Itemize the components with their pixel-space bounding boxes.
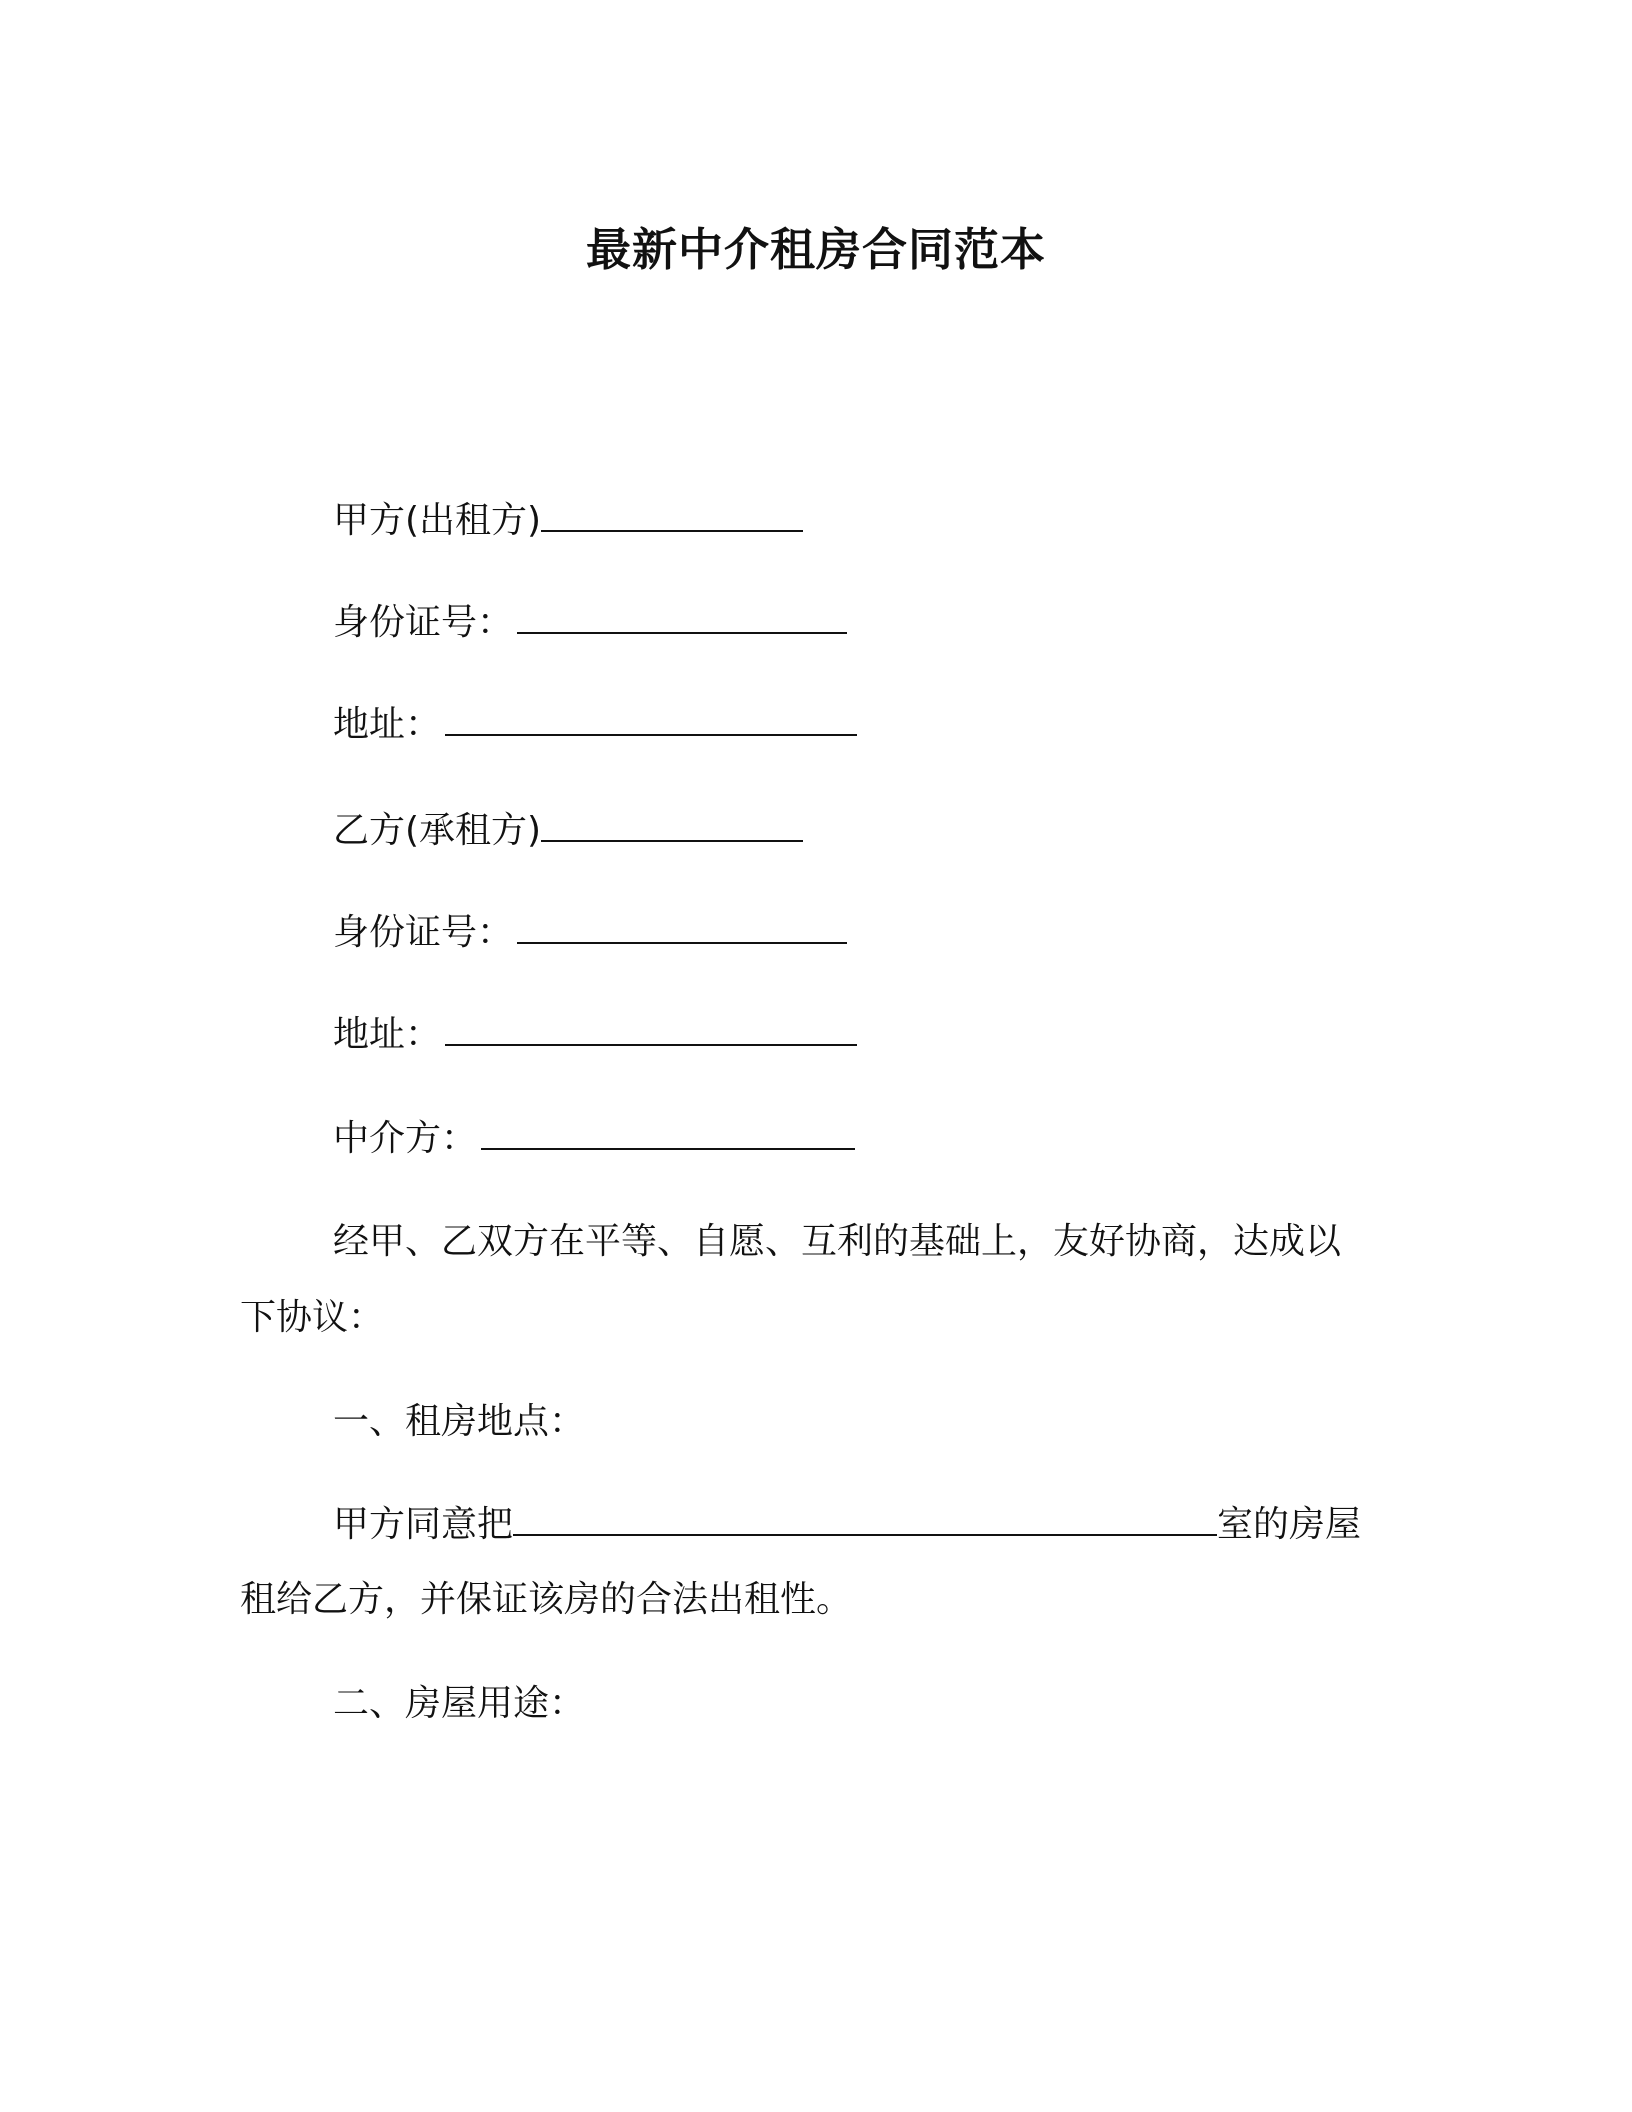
section-1-line-1 — [333, 1500, 1361, 1549]
agent-row — [333, 1114, 855, 1163]
party-b-row — [333, 806, 803, 855]
intro-line-2: 下协议： — [240, 1297, 385, 1338]
party-b-id-row — [333, 908, 847, 957]
party-b-address-label: 地址： — [333, 1014, 442, 1055]
section-1-text-start: 甲方同意把 — [333, 1504, 514, 1545]
party-b-address-blank[interactable] — [445, 1010, 857, 1046]
party-b-blank[interactable] — [541, 806, 803, 842]
party-a-row — [333, 496, 803, 545]
party-a-address-label: 地址： — [333, 704, 442, 745]
agent-label: 中介方： — [333, 1118, 478, 1159]
section-2-heading: 二、房屋用途： — [333, 1683, 586, 1724]
room-blank[interactable] — [513, 1500, 1217, 1536]
party-b-address-row — [333, 1010, 857, 1059]
section-1-text-end: 室的房屋 — [1217, 1504, 1362, 1545]
section-1-heading: 一、租房地点： — [333, 1401, 586, 1442]
intro-line-1: 经甲、乙双方在平等、自愿、互利的基础上，友好协商，达成以 — [333, 1221, 1342, 1262]
party-b-id-blank[interactable] — [517, 908, 847, 944]
party-a-address-blank[interactable] — [445, 700, 857, 736]
agent-blank[interactable] — [481, 1114, 855, 1150]
section-1-line-2: 租给乙方，并保证该房的合法出租性。 — [240, 1579, 853, 1620]
party-a-label: 甲方(出租方) — [333, 500, 542, 541]
party-a-id-label: 身份证号： — [333, 602, 514, 643]
party-a-id-blank[interactable] — [517, 598, 847, 634]
party-a-blank[interactable] — [541, 496, 803, 532]
party-b-label: 乙方(承租方) — [333, 810, 542, 851]
party-a-address-row — [333, 700, 857, 749]
party-b-id-label: 身份证号： — [333, 912, 514, 953]
document-title: 最新中介租房合同范本 — [585, 223, 1046, 276]
party-a-id-row — [333, 598, 847, 647]
